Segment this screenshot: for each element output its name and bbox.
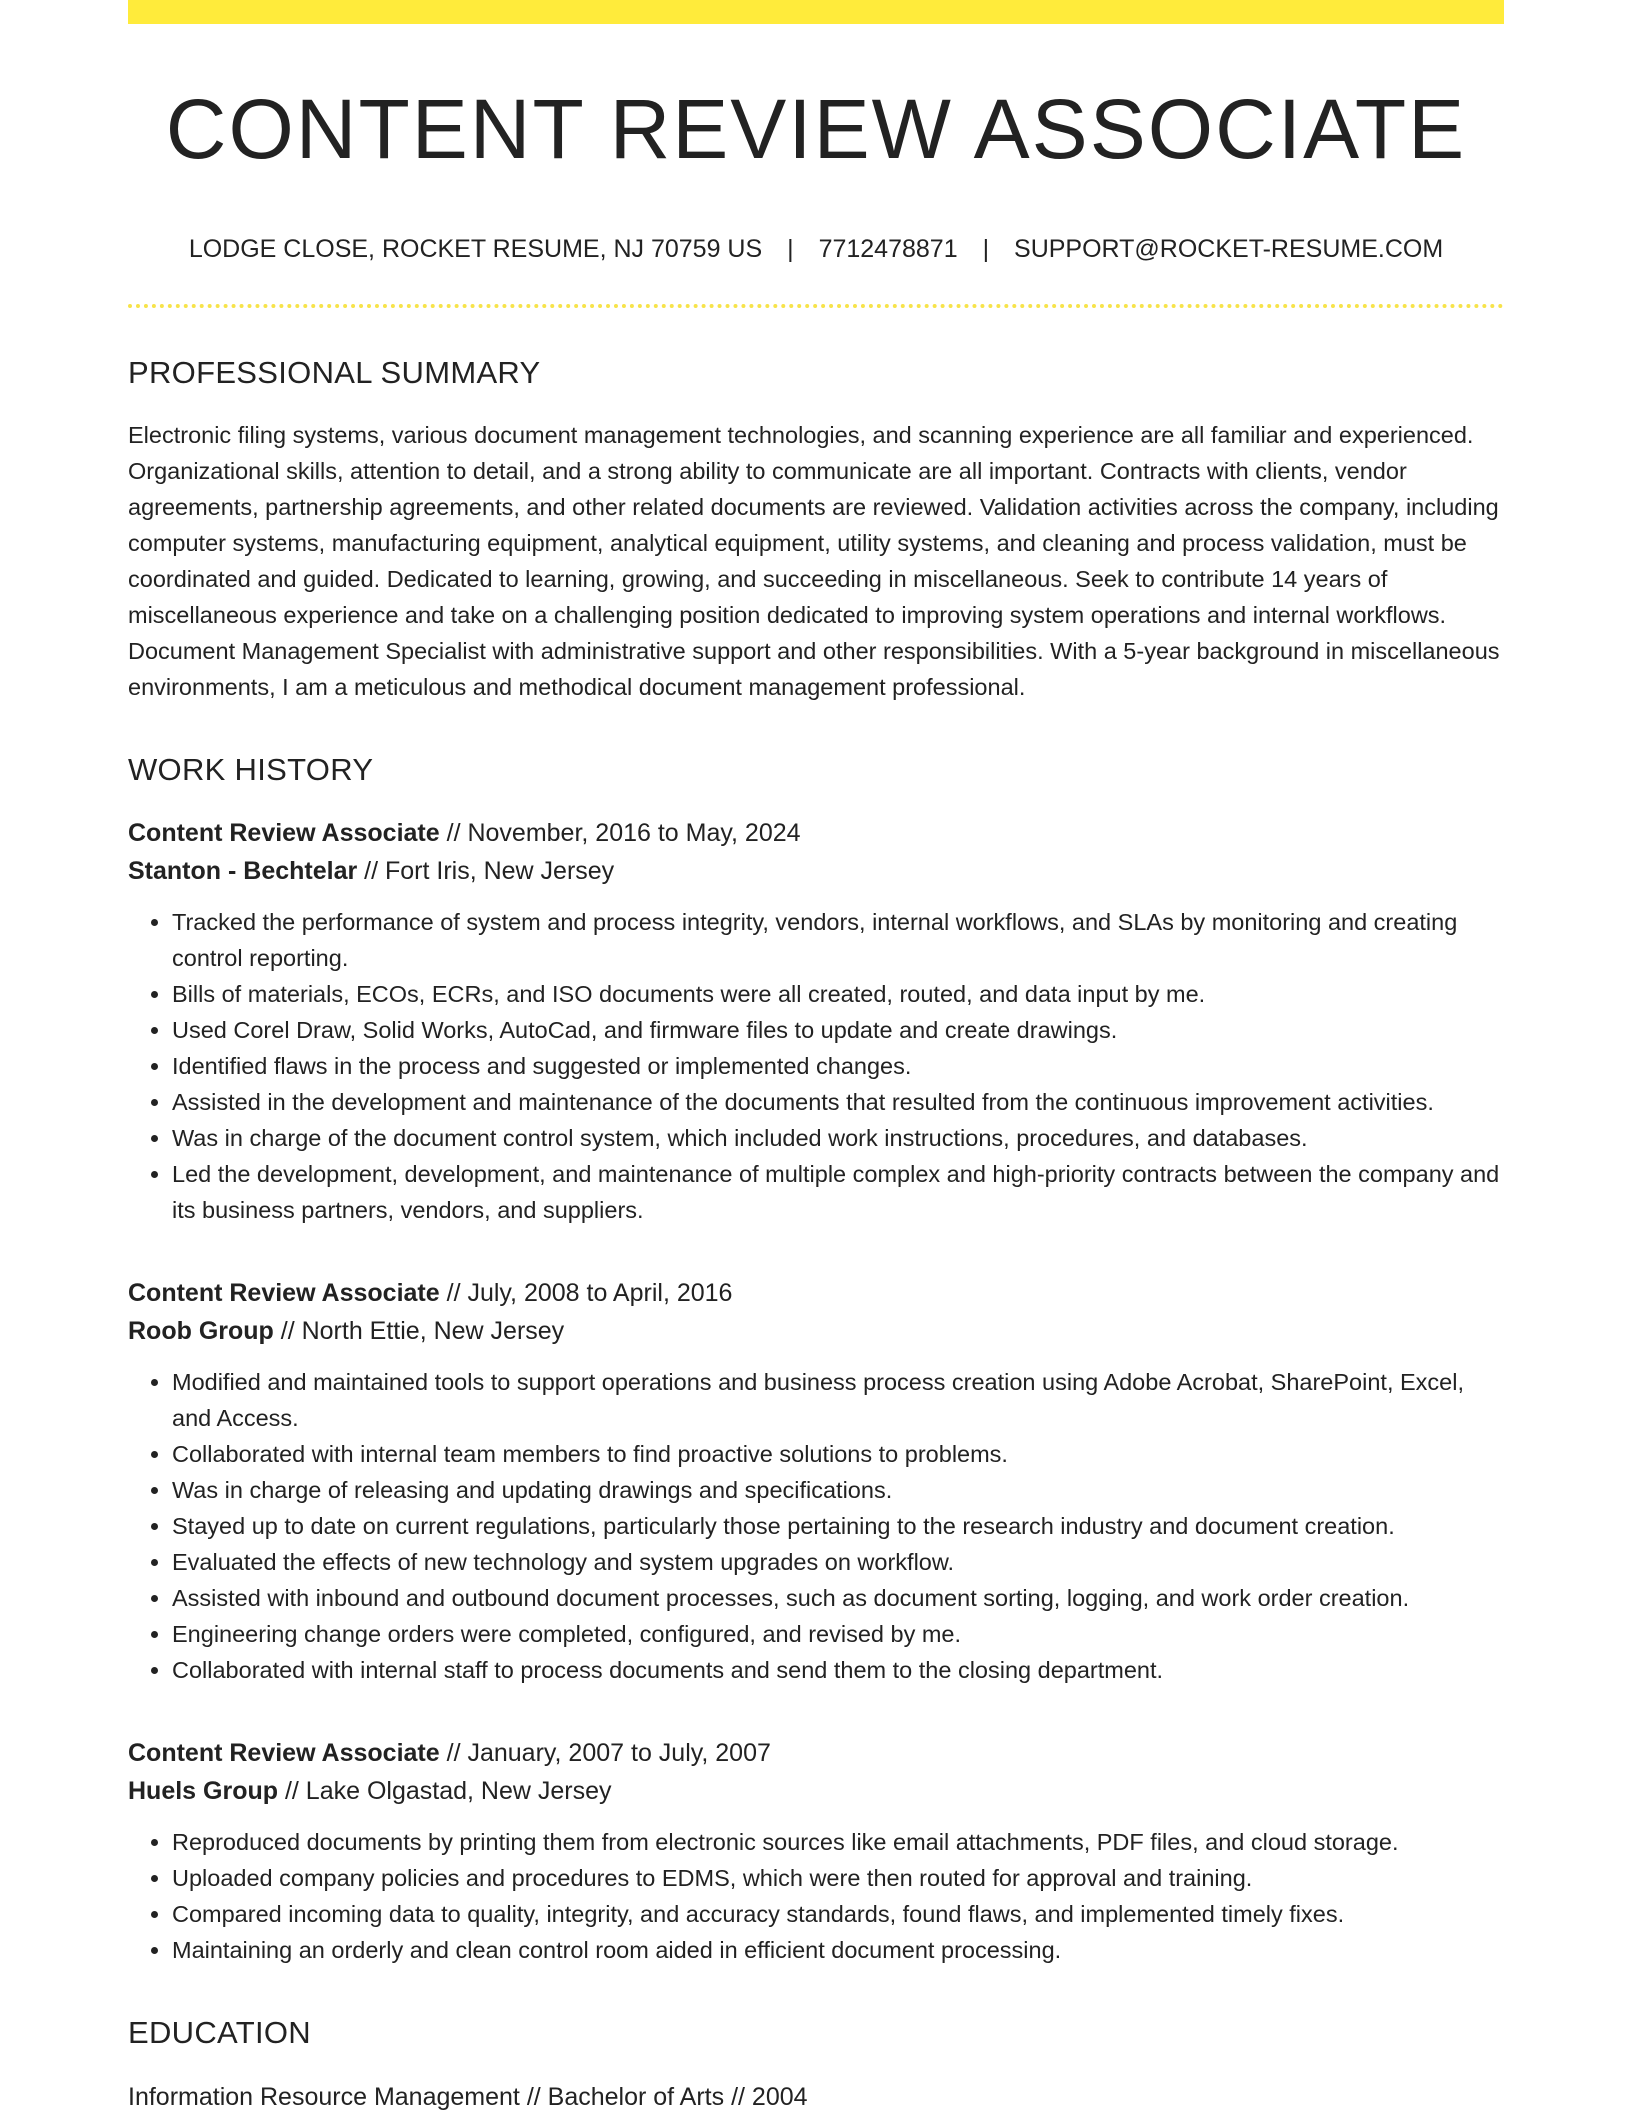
contact-phone: 7712478871 [818,235,958,264]
duty-item: • Reproduced documents by printing them from electronic sources like email attachments, PDF files, and cloud storage. [172,1824,1504,1860]
contact-separator: | [982,235,990,264]
job-title: Content Review Associate [128,819,440,848]
education-entry: Information Resource Management // Bachelor of Arts // 2004 [128,2082,808,2111]
job-company: Roob Group [128,1317,274,1346]
duty-item: • Assisted in the development and maintenance of the documents that resulted from the continuous improvement activities. [172,1084,1504,1120]
job-company-line [128,1772,1504,1810]
job-title: Content Review Associate [128,1739,440,1768]
duty-list [128,1824,1504,1968]
duty-item: • Engineering change orders were completed, configured, and revised by me. [172,1616,1504,1652]
duty-item: • Was in charge of the document control system, which included work instructions, procedures, and databases. [172,1120,1504,1156]
job-location: // North Ettie, New Jersey [273,1317,565,1346]
job-location: // Lake Olgastad, New Jersey [278,1777,612,1806]
duty-item: • Used Corel Draw, Solid Works, AutoCad, and firmware files to update and create drawings. [172,1012,1504,1048]
job-entry [128,814,1504,1228]
job-entry [128,1274,1504,1688]
duty-list [128,904,1504,1228]
duty-item: • Modified and maintained tools to support operations and business process creation using Adobe Acrobat, SharePoint, Excel, and Access. [172,1364,1504,1436]
duty-item: • Was in charge of releasing and updating drawings and specifications. [172,1472,1504,1508]
job-company-line [128,852,1504,890]
job-company: Huels Group [128,1777,279,1806]
job-dates: // January, 2007 to July, 2007 [439,1739,771,1768]
accent-top-bar [128,0,1504,24]
duty-item: • Identified flaws in the process and suggested or implemented changes. [172,1048,1504,1084]
duty-item: • Maintaining an orderly and clean control room aided in efficient document processing. [172,1932,1504,1968]
job-title-line [128,1734,1504,1772]
job-title: Content Review Associate [128,1279,440,1308]
job-title-line [128,814,1504,852]
duty-list [128,1364,1504,1688]
contact-separator: | [787,235,794,264]
contact-address: LODGE CLOSE, ROCKET RESUME, NJ 70759 US [188,235,763,264]
resume-page [128,0,1504,2116]
dotted-divider [128,304,1504,308]
duty-item: • Evaluated the effects of new technology and system upgrades on workflow. [172,1544,1504,1580]
section-heading-education: EDUCATION [128,2015,311,2051]
section-heading-work-history: WORK HISTORY [128,752,374,788]
duty-item: • Stayed up to date on current regulations, particularly those pertaining to the research industry and document creation. [172,1508,1504,1544]
job-location: // Fort Iris, New Jersey [357,857,615,886]
resume-name: CONTENT REVIEW ASSOCIATE [165,82,1467,176]
duty-item: • Bills of materials, ECOs, ECRs, and ISO documents were all created, routed, and data input by me. [172,976,1504,1012]
duty-item: • Assisted with inbound and outbound document processes, such as document sorting, logging, and work order creation. [172,1580,1504,1616]
duty-item: • Tracked the performance of system and process integrity, vendors, internal workflows, and SLAs by monitoring and creating control reporting. [172,904,1504,976]
job-entry [128,1734,1504,1968]
contact-line [128,234,1504,264]
section-heading-summary: PROFESSIONAL SUMMARY [128,355,541,391]
summary-text: Electronic filing systems, various document management technologies, and scanning experience are all familiar and experienced. Organizational skills, attention to detail, and a strong ability to communicate are all important. Contracts with clients, vendor agreements, partnership agreements, and other related documents are reviewed. Validation activities across the company, including computer systems, manufacturing equipment, analytical equipment, utility systems, and cleaning and process validation, must be coordinated and guided. Dedicated to learning, growing, and succeeding in miscellaneous. Seek to contribute 14 years of miscellaneous experience and take on a challenging position dedicated to improving system operations and internal workflows. Document Management Specialist with administrative support and other responsibilities. With a 5-year background in miscellaneous environments, I am a meticulous and methodical document management professional. [128,422,1500,701]
duty-item: • Compared incoming data to quality, integrity, and accuracy standards, found flaws, and implemented timely fixes. [172,1896,1504,1932]
duty-item: • Collaborated with internal team members to find proactive solutions to problems. [172,1436,1504,1472]
duty-item: • Led the development, development, and maintenance of multiple complex and high-priority contracts between the company and its business partners, vendors, and suppliers. [172,1156,1504,1228]
job-dates: // July, 2008 to April, 2016 [439,1279,733,1308]
contact-email: SUPPORT@ROCKET-RESUME.COM [1014,235,1444,264]
job-company: Stanton - Bechtelar [128,857,358,886]
job-title-line [128,1274,1504,1312]
duty-item: • Uploaded company policies and procedures to EDMS, which were then routed for approval and training. [172,1860,1504,1896]
duty-item: • Collaborated with internal staff to process documents and send them to the closing department. [172,1652,1504,1688]
job-company-line [128,1312,1504,1350]
job-dates: // November, 2016 to May, 2024 [439,819,801,848]
